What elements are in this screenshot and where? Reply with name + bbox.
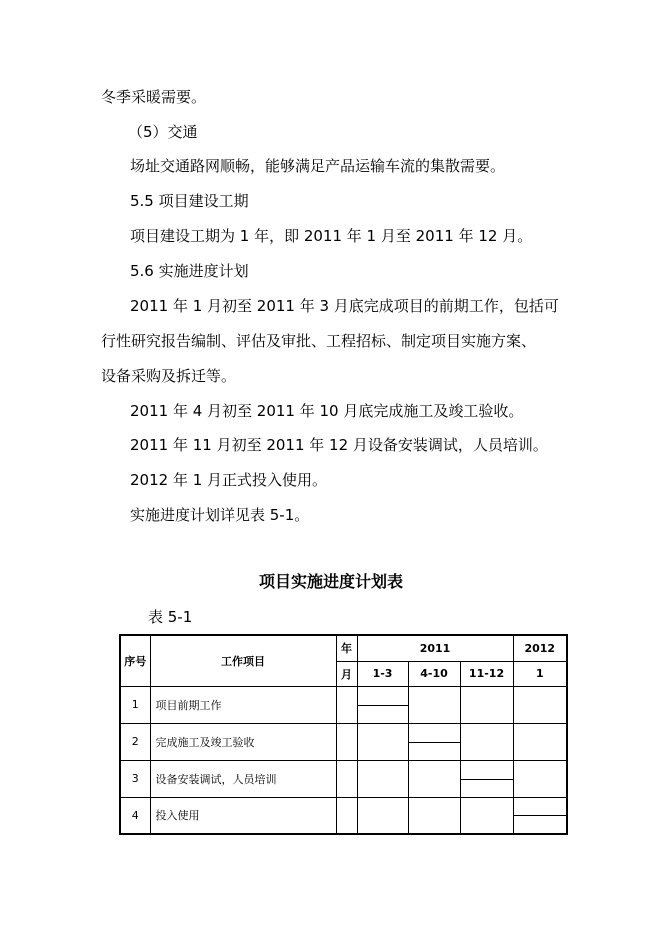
gantt-bar	[514, 815, 567, 816]
table-row	[120, 760, 567, 797]
header-seq: 序号	[120, 635, 150, 686]
paragraph-11: 2011 年 11 月初至 2011 年 12 月设备安装调试，人员培训。	[130, 436, 548, 454]
header-period-2: 4-10	[408, 661, 460, 686]
header-year-2012: 2012	[513, 635, 567, 661]
table-row	[120, 797, 567, 834]
row-seq: 3	[120, 760, 150, 797]
gantt-bar	[461, 779, 513, 780]
row-work-item: 设备安装调试，人员培训	[150, 760, 336, 797]
paragraph-8: 行性研究报告编制、评估及审批、工程招标、制定项目实施方案、	[101, 332, 537, 350]
header-period-4: 1	[513, 661, 567, 686]
row-work-item: 完成施工及竣工验收	[150, 723, 336, 760]
paragraph-9: 设备采购及拆迁等。	[101, 367, 237, 385]
header-period-3: 11-12	[460, 661, 513, 686]
gantt-bar-cell	[460, 760, 513, 797]
gantt-bar-cell	[513, 797, 567, 834]
paragraph-4: 5.5 项目建设工期	[130, 192, 249, 210]
row-seq: 2	[120, 723, 150, 760]
table-caption: 表 5-1	[148, 608, 193, 626]
schedule-table	[119, 634, 568, 835]
gantt-bar	[409, 742, 460, 743]
paragraph-2: （5）交通	[128, 123, 198, 141]
paragraph-5: 项目建设工期为 1 年，即 2011 年 1 月至 2011 年 12 月。	[130, 227, 533, 245]
paragraph-1: 冬季采暖需要。	[101, 88, 207, 106]
gantt-bar	[358, 705, 408, 706]
paragraph-6: 5.6 实施进度计划	[130, 262, 249, 280]
header-year: 年	[336, 635, 357, 661]
table-title: 项目实施进度计划表	[258, 572, 403, 591]
paragraph-12: 2012 年 1 月正式投入使用。	[130, 471, 328, 489]
paragraph-10: 2011 年 4 月初至 2011 年 10 月底完成施工及竣工验收。	[130, 402, 524, 420]
table-row	[120, 723, 567, 760]
header-work-item: 工作项目	[150, 635, 336, 686]
paragraph-7: 2011 年 1 月初至 2011 年 3 月底完成项目的前期工作，包括可	[130, 297, 559, 315]
header-year-2011: 2011	[357, 635, 513, 661]
row-work-item: 投入使用	[150, 797, 336, 834]
gantt-bar-cell	[357, 686, 408, 723]
header-period-1: 1-3	[357, 661, 408, 686]
row-work-item: 项目前期工作	[150, 686, 336, 723]
paragraph-3: 场址交通路网顺畅，能够满足产品运输车流的集散需要。	[130, 157, 506, 175]
row-seq: 1	[120, 686, 150, 723]
table-row	[120, 686, 567, 723]
gantt-bar-cell	[408, 723, 460, 760]
header-month: 月	[336, 661, 357, 686]
row-seq: 4	[120, 797, 150, 834]
paragraph-13: 实施进度计划详见表 5-1。	[130, 506, 310, 524]
